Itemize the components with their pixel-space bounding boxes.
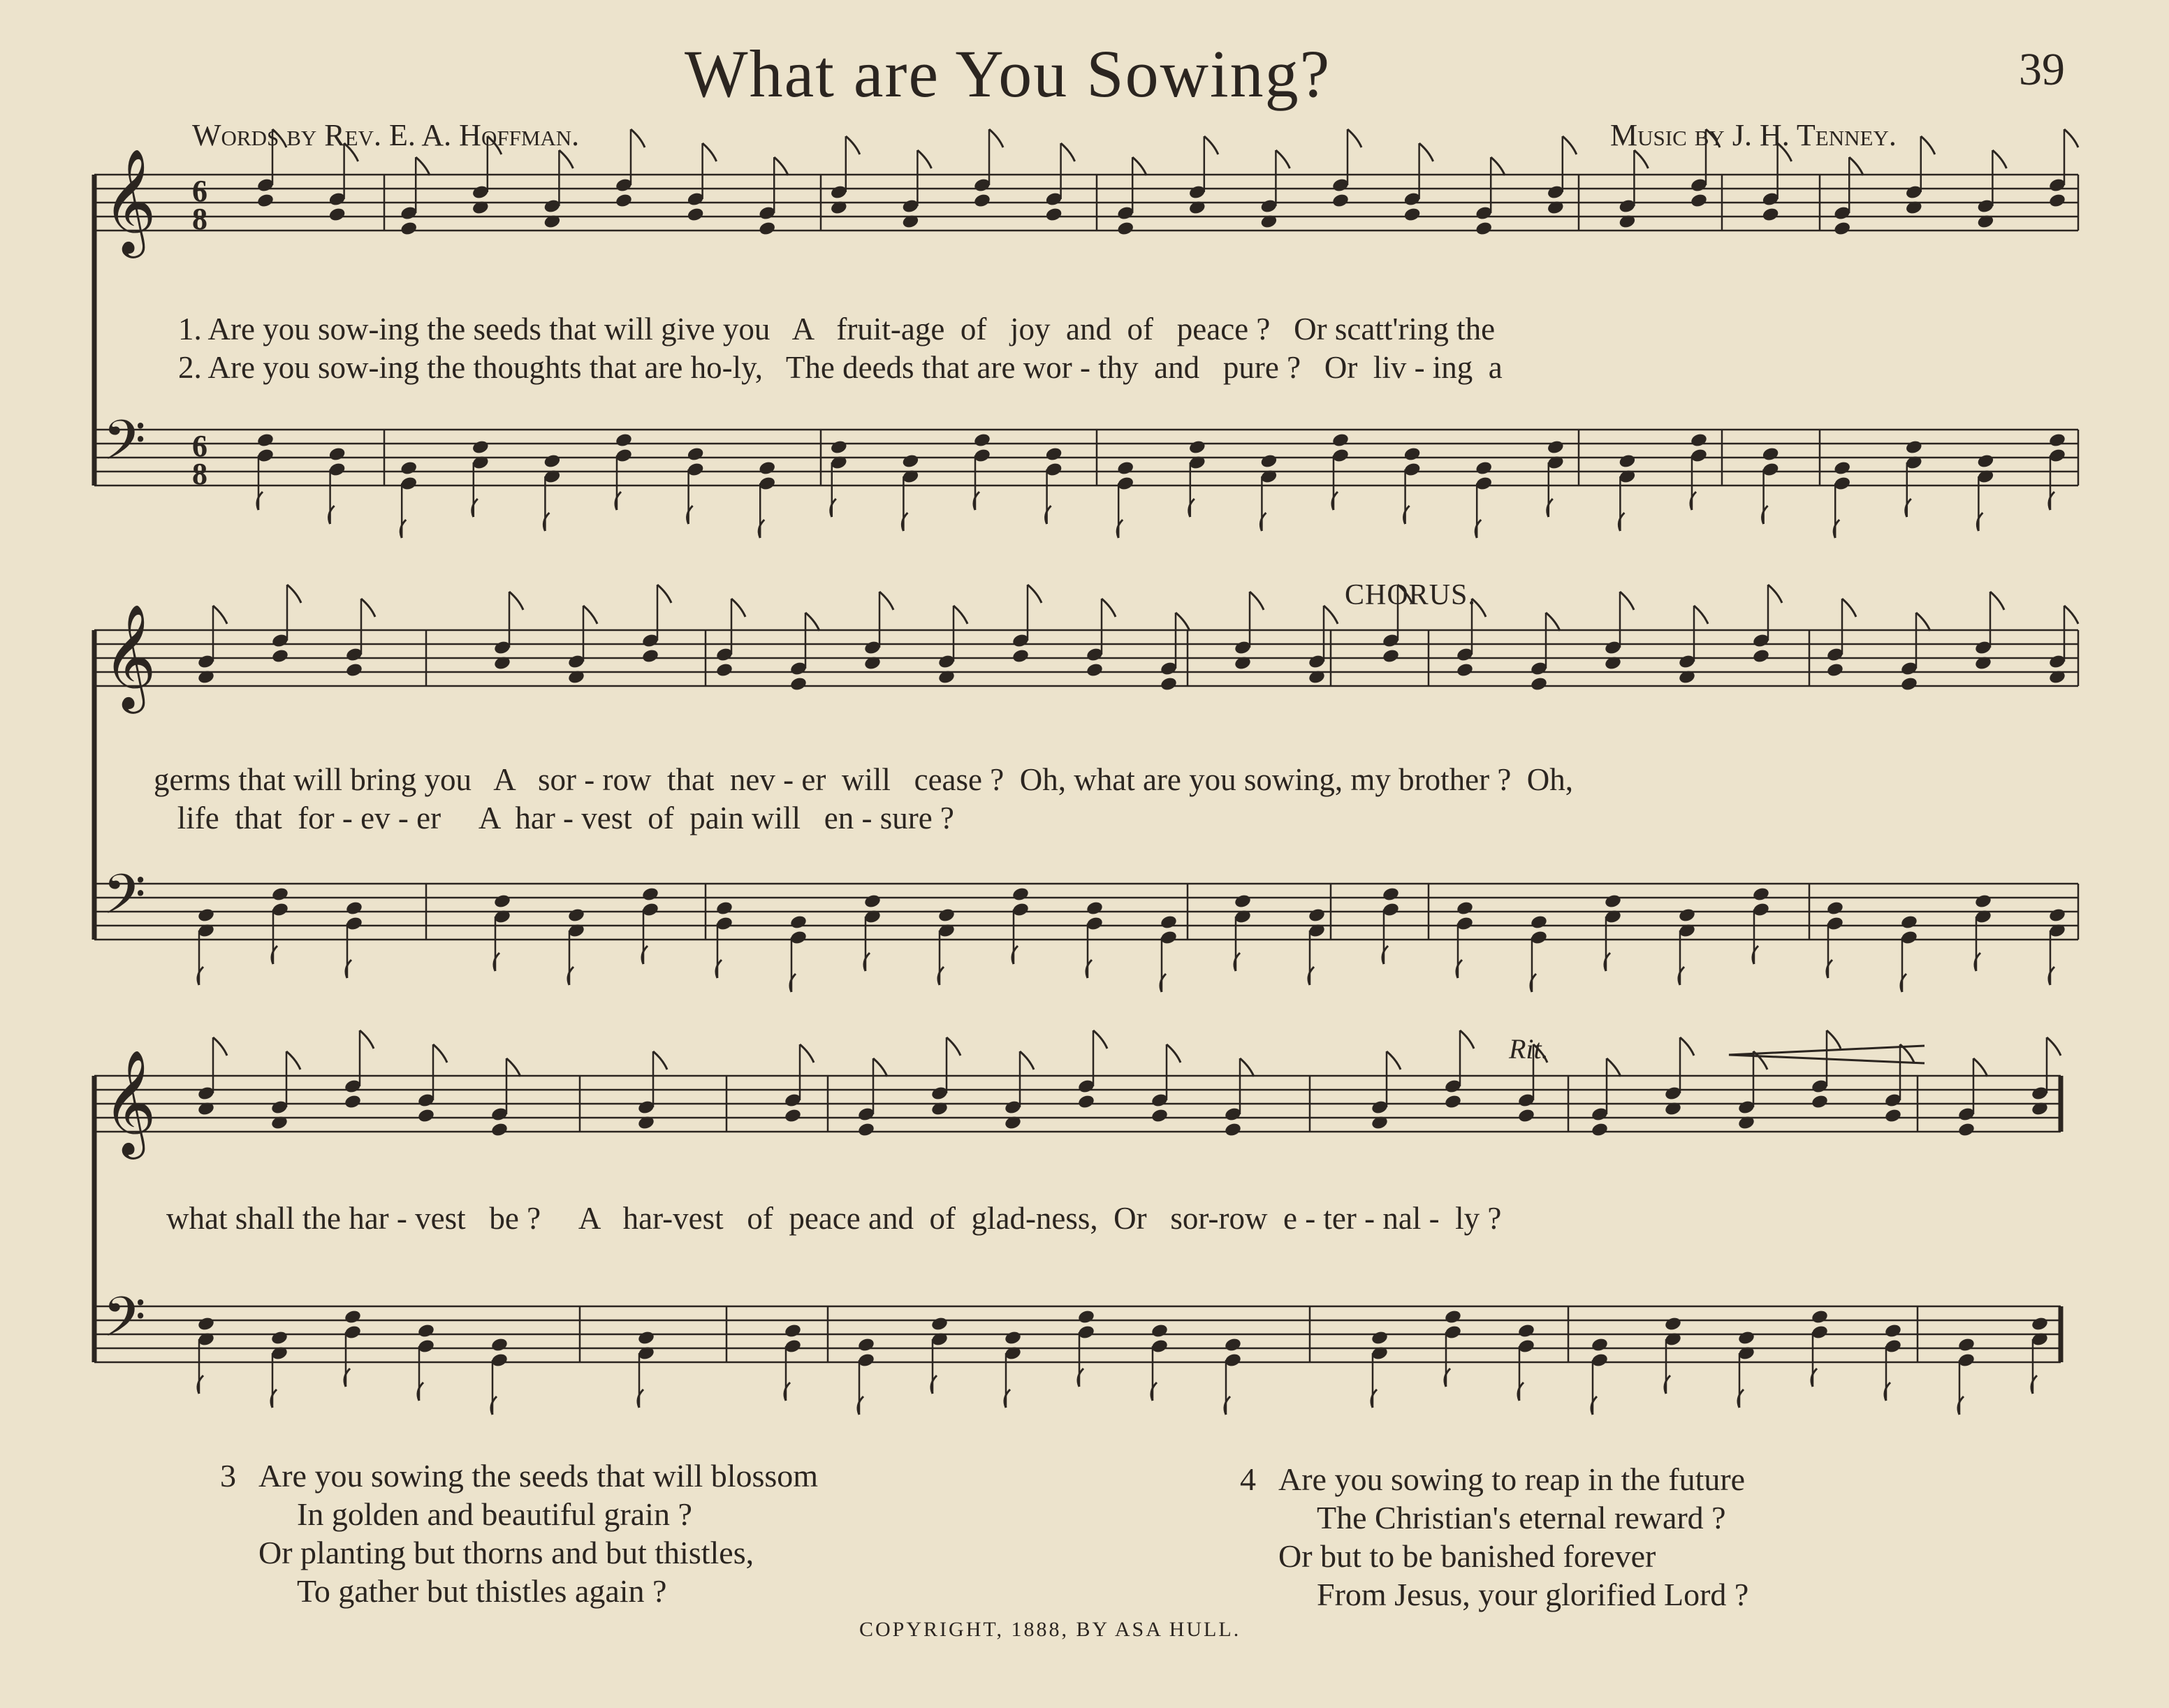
note-head [1762, 207, 1780, 223]
note-head [1160, 676, 1178, 692]
note-head [784, 1108, 802, 1124]
note-flag [1419, 143, 1433, 161]
note-head [1403, 446, 1422, 462]
note-flag [657, 585, 671, 603]
treble-clef-icon: 𝄞 [103, 1049, 156, 1155]
note-head [1976, 453, 1994, 469]
note-head [1331, 193, 1350, 209]
note-head [197, 907, 215, 924]
note-flag [1607, 1058, 1621, 1076]
time-signature-icon: 6 [192, 174, 207, 208]
music-credit: Music by J. H. Tenney. [1610, 118, 1897, 152]
note-flag [1276, 150, 1290, 168]
copyright-notice: COPYRIGHT, 1888, BY ASA HULL. [859, 1618, 1241, 1641]
note-flag [213, 606, 227, 624]
note-head [344, 1094, 362, 1110]
note-head [1762, 446, 1780, 462]
note-head [1475, 221, 1493, 237]
note-head [973, 193, 991, 209]
verse-line: The Christian's eternal reward ? [1317, 1500, 1726, 1535]
note-flag [1706, 129, 1720, 147]
note-head [417, 1323, 435, 1339]
page-number: 39 [2019, 44, 2065, 95]
verse-line: From Jesus, your glorified Lord ? [1317, 1577, 1749, 1612]
note-flag [1093, 1030, 1107, 1049]
note-flag [416, 157, 430, 175]
note-head [1974, 893, 1992, 910]
lyric-line-verse-1: germs that will bring you A sor - row that nev - er will cease ? Oh, what are you sowing, my brother ? Oh, [154, 762, 1574, 797]
note-head [1517, 1323, 1535, 1339]
note-head [345, 900, 363, 917]
note-head [472, 439, 490, 455]
note-head [615, 432, 633, 448]
note-head [400, 221, 418, 237]
note-head [1591, 1122, 1609, 1138]
note-head [271, 648, 289, 664]
note-head [1012, 886, 1030, 903]
words-credit: Words by Rev. E. A. Hoffman. [192, 118, 580, 152]
note-head [1308, 907, 1326, 924]
note-head [1900, 914, 1918, 930]
note-head [758, 221, 776, 237]
note-flag [1694, 606, 1708, 624]
note-head [1012, 648, 1030, 664]
note-head [1116, 221, 1134, 237]
note-head [930, 1316, 949, 1332]
note-flag [1634, 150, 1648, 168]
note-flag [989, 129, 1003, 147]
note-head [1077, 1094, 1095, 1110]
time-signature-icon: 8 [192, 202, 207, 236]
note-head [1690, 193, 1708, 209]
note-flag [703, 143, 717, 161]
note-head [1591, 1337, 1609, 1353]
note-flag [1167, 1044, 1181, 1063]
note-head [1826, 900, 1844, 917]
note-flag [1250, 592, 1264, 610]
note-head [1259, 453, 1278, 469]
note-head [789, 676, 808, 692]
note-head [270, 1330, 289, 1346]
note-flag [272, 129, 286, 147]
note-flag [1778, 143, 1792, 161]
note-flag [506, 1058, 520, 1076]
note-head [1530, 914, 1548, 930]
note-head [1884, 1108, 1902, 1124]
note-flag [1460, 1030, 1474, 1049]
note-flag [1992, 150, 2006, 168]
note-head [1752, 886, 1770, 903]
note-flag [1563, 136, 1577, 154]
verse-number: 3 [220, 1458, 236, 1494]
note-flag [1491, 157, 1505, 175]
time-signature-icon: 8 [192, 457, 207, 491]
note-head [1957, 1122, 1976, 1138]
note-head [901, 453, 919, 469]
note-head [1151, 1108, 1169, 1124]
note-flag [917, 150, 931, 168]
note-flag [1132, 157, 1146, 175]
note-head [1224, 1122, 1242, 1138]
note-head [830, 439, 848, 455]
tempo-marking: Rit. [1509, 1033, 1549, 1065]
note-head [256, 432, 275, 448]
note-flag [360, 1030, 374, 1049]
note-head [641, 648, 659, 664]
note-flag [1020, 1051, 1034, 1070]
note-flag [1324, 606, 1338, 624]
note-head [1957, 1337, 1976, 1353]
page-title: What are You Sowing? [685, 36, 1331, 111]
note-head [493, 893, 511, 910]
note-flag [1768, 585, 1782, 603]
note-flag [287, 585, 301, 603]
note-head [271, 886, 289, 903]
note-flag [361, 599, 375, 617]
note-flag [1990, 592, 2004, 610]
note-head [715, 662, 733, 678]
note-head [1517, 1108, 1535, 1124]
note-head [256, 193, 275, 209]
note-head [1475, 460, 1493, 476]
bass-clef-icon: 𝄢 [103, 862, 146, 940]
bass-clef-icon: 𝄢 [103, 1285, 146, 1363]
note-head [2048, 193, 2066, 209]
note-head [1224, 1337, 1242, 1353]
verse-line: To gather but thistles again ? [297, 1573, 667, 1609]
note-head [1664, 1316, 1682, 1332]
note-head [2031, 1316, 2049, 1332]
note-head [1444, 1309, 1462, 1325]
note-flag [879, 592, 893, 610]
note-flag [1827, 1030, 1841, 1049]
lyric-line-verse-1: 1. Are you sow-ing the seeds that will give you A fruit-age of joy and of peace ? Or scatt'ring the [178, 312, 1496, 346]
note-head [1234, 893, 1252, 910]
note-flag [2047, 1037, 2061, 1056]
chorus-label: CHORUS. [1345, 579, 1476, 611]
note-flag [1061, 143, 1075, 161]
note-flag [559, 150, 573, 168]
bass-clef-icon: 𝄢 [103, 408, 146, 486]
note-head [2048, 907, 2066, 924]
note-head [1004, 1330, 1022, 1346]
note-head [973, 432, 991, 448]
note-head [937, 907, 956, 924]
note-flag [1546, 613, 1560, 631]
note-head [1188, 439, 1206, 455]
note-head [1826, 662, 1844, 678]
note-head [1382, 886, 1400, 903]
note-head [758, 460, 776, 476]
lyric-line-verse-2: life that for - ev - er A har - vest of pain will en - sure ? [154, 801, 954, 835]
note-flag [1973, 1058, 1987, 1076]
note-flag [1240, 1058, 1254, 1076]
verse-line: Are you sowing to reap in the future [1278, 1461, 1746, 1497]
note-head [490, 1337, 509, 1353]
note-flag [1849, 157, 1863, 175]
note-flag [509, 592, 523, 610]
note-flag [1387, 1051, 1401, 1070]
note-head [863, 893, 882, 910]
time-signature-icon: 6 [192, 429, 207, 463]
note-flag [731, 599, 745, 617]
note-head [1604, 893, 1622, 910]
note-head [1331, 432, 1350, 448]
note-head [1403, 207, 1422, 223]
note-head [328, 446, 346, 462]
note-head [1618, 453, 1636, 469]
note-head [345, 662, 363, 678]
note-flag [488, 136, 502, 154]
verse-4 [1240, 1460, 1749, 1614]
note-flag [1204, 136, 1218, 154]
note-head [1900, 676, 1918, 692]
note-flag [954, 606, 967, 624]
note-flag [947, 1037, 961, 1056]
note-head [1690, 432, 1708, 448]
note-head [1382, 648, 1400, 664]
note-flag [213, 1037, 227, 1056]
note-head [637, 1330, 655, 1346]
note-head [784, 1323, 802, 1339]
note-head [1530, 676, 1548, 692]
treble-clef-icon: 𝄞 [103, 147, 156, 254]
verse-line: Are you sowing the seeds that will blossom [258, 1458, 819, 1494]
note-flag [1620, 592, 1634, 610]
note-head [400, 460, 418, 476]
note-head [687, 446, 705, 462]
note-flag [286, 1051, 300, 1070]
note-flag [1176, 613, 1190, 631]
note-head [1884, 1323, 1902, 1339]
note-head [1905, 439, 1923, 455]
note-head [715, 900, 733, 917]
note-flag [2064, 606, 2078, 624]
note-flag [1028, 585, 1042, 603]
note-flag [1916, 613, 1930, 631]
verse-3 [220, 1457, 819, 1610]
note-head [857, 1337, 875, 1353]
note-head [197, 1316, 215, 1332]
verse-line: In golden and beautiful grain ? [297, 1496, 692, 1532]
note-head [1116, 460, 1134, 476]
note-head [1045, 207, 1063, 223]
note-flag [433, 1044, 447, 1063]
note-head [1547, 439, 1565, 455]
note-head [615, 193, 633, 209]
note-head [1833, 221, 1851, 237]
note-head [1737, 1330, 1755, 1346]
note-head [1811, 1094, 1829, 1110]
note-head [1752, 648, 1770, 664]
note-head [1444, 1094, 1462, 1110]
lyric-line-chorus: what shall the har - vest be ? A har-vest of peace and of glad-ness, Or sor-row e - ter - nal - ly ? [166, 1201, 1502, 1236]
note-flag [583, 606, 597, 624]
note-head [490, 1122, 509, 1138]
note-head [1456, 900, 1474, 917]
note-head [417, 1108, 435, 1124]
note-head [2048, 432, 2066, 448]
note-flag [805, 613, 819, 631]
note-flag [800, 1044, 814, 1063]
note-flag [774, 157, 788, 175]
note-flag [846, 136, 860, 154]
note-head [1811, 1309, 1829, 1325]
note-flag [1842, 599, 1856, 617]
note-head [1086, 662, 1104, 678]
lyric-line-verse-2: 2. Are you sow-ing the thoughts that are ho-ly, The deeds that are wor - thy and pure ? Or liv - ing a [178, 350, 1503, 385]
note-head [1045, 446, 1063, 462]
note-head [857, 1122, 875, 1138]
note-head [328, 207, 346, 223]
note-head [641, 886, 659, 903]
note-head [687, 207, 705, 223]
note-head [567, 907, 585, 924]
note-head [1371, 1330, 1389, 1346]
verse-line: Or planting but thorns and but thistles, [258, 1535, 754, 1570]
note-flag [344, 143, 358, 161]
note-head [1151, 1323, 1169, 1339]
note-head [1833, 460, 1851, 476]
note-flag [1102, 599, 1116, 617]
note-flag [1921, 136, 1935, 154]
verse-line: Or but to be banished forever [1278, 1538, 1656, 1574]
note-head [1086, 900, 1104, 917]
note-flag [631, 129, 645, 147]
note-head [1077, 1309, 1095, 1325]
treble-clef-icon: 𝄞 [103, 603, 156, 709]
note-flag [873, 1058, 887, 1076]
verse-number: 4 [1240, 1461, 1256, 1497]
note-flag [653, 1051, 667, 1070]
note-flag [1680, 1037, 1694, 1056]
note-head [789, 914, 808, 930]
note-head [1160, 914, 1178, 930]
note-flag [2064, 129, 2078, 147]
note-head [344, 1309, 362, 1325]
note-head [543, 453, 561, 469]
note-flag [1348, 129, 1361, 147]
note-head [1456, 662, 1474, 678]
note-head [1678, 907, 1696, 924]
